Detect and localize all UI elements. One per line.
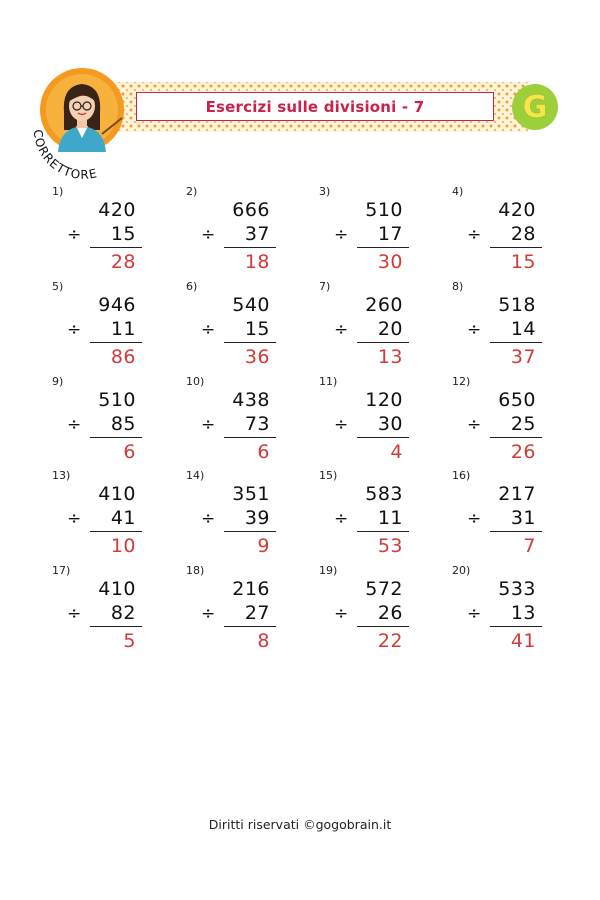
division-sign: ÷	[334, 225, 349, 245]
division-sign: ÷	[334, 415, 349, 435]
divisor: 28	[510, 223, 536, 245]
division-problem	[319, 375, 409, 465]
answer: 5	[123, 630, 136, 652]
result-line	[490, 626, 542, 627]
divisor: 15	[110, 223, 136, 245]
division-problem	[319, 564, 409, 654]
problem-number: 8)	[452, 280, 464, 293]
result-line	[490, 437, 542, 438]
dividend: 510	[365, 199, 403, 221]
dividend: 510	[98, 389, 136, 411]
answer: 4	[390, 441, 403, 463]
dividend: 583	[365, 483, 403, 505]
problem-number: 7)	[319, 280, 331, 293]
problem-number: 3)	[319, 185, 331, 198]
division-sign: ÷	[201, 320, 216, 340]
dividend: 666	[232, 199, 270, 221]
answer: 8	[257, 630, 270, 652]
result-line	[490, 531, 542, 532]
result-line	[90, 531, 142, 532]
division-problem	[186, 185, 276, 275]
division-sign: ÷	[467, 415, 482, 435]
problem-number: 1)	[52, 185, 64, 198]
answer: 10	[110, 535, 136, 557]
division-sign: ÷	[334, 320, 349, 340]
division-problem	[186, 564, 276, 654]
problem-number: 5)	[52, 280, 64, 293]
answer: 36	[244, 346, 270, 368]
answer: 26	[510, 441, 536, 463]
divisor: 27	[244, 602, 270, 624]
division-problem	[52, 185, 142, 275]
division-sign: ÷	[467, 225, 482, 245]
division-problem	[52, 375, 142, 465]
division-problem	[52, 469, 142, 559]
dividend: 410	[98, 483, 136, 505]
answer: 6	[123, 441, 136, 463]
dividend: 216	[232, 578, 270, 600]
answer: 15	[510, 251, 536, 273]
divisor: 39	[244, 507, 270, 529]
result-line	[90, 626, 142, 627]
divisor: 14	[510, 318, 536, 340]
division-sign: ÷	[334, 509, 349, 529]
division-problem	[452, 375, 542, 465]
divisor: 30	[377, 413, 403, 435]
answer: 22	[377, 630, 403, 652]
division-problem	[52, 564, 142, 654]
result-line	[90, 342, 142, 343]
divisor: 82	[110, 602, 136, 624]
result-line	[224, 626, 276, 627]
answer: 7	[523, 535, 536, 557]
division-sign: ÷	[67, 509, 82, 529]
result-line	[224, 437, 276, 438]
division-sign: ÷	[467, 509, 482, 529]
problem-number: 20)	[452, 564, 471, 577]
result-line	[357, 531, 409, 532]
dividend: 572	[365, 578, 403, 600]
problem-number: 16)	[452, 469, 471, 482]
division-problem	[452, 469, 542, 559]
correttore-badge	[20, 60, 150, 180]
problem-number: 11)	[319, 375, 338, 388]
dividend: 420	[498, 199, 536, 221]
result-line	[490, 247, 542, 248]
page-title: Esercizi sulle divisioni - 7	[205, 97, 425, 116]
dividend: 533	[498, 578, 536, 600]
division-sign: ÷	[67, 415, 82, 435]
divisor: 31	[510, 507, 536, 529]
problem-number: 12)	[452, 375, 471, 388]
answer: 53	[377, 535, 403, 557]
answer: 41	[510, 630, 536, 652]
badge-label: CORRETTORE	[30, 128, 99, 180]
divisor: 41	[110, 507, 136, 529]
dividend: 420	[98, 199, 136, 221]
divisor: 15	[244, 318, 270, 340]
dividend: 260	[365, 294, 403, 316]
problem-number: 19)	[319, 564, 338, 577]
division-problem	[186, 469, 276, 559]
answer: 28	[110, 251, 136, 273]
problem-number: 13)	[52, 469, 71, 482]
division-sign: ÷	[67, 320, 82, 340]
svg-text:CORRETTORE	[31, 129, 99, 180]
division-problem	[319, 280, 409, 370]
division-sign: ÷	[201, 225, 216, 245]
division-sign: ÷	[334, 604, 349, 624]
dividend: 438	[232, 389, 270, 411]
result-line	[90, 437, 142, 438]
divisor: 26	[377, 602, 403, 624]
problem-number: 10)	[186, 375, 205, 388]
result-line	[224, 342, 276, 343]
dividend: 518	[498, 294, 536, 316]
answer: 18	[244, 251, 270, 273]
result-line	[357, 626, 409, 627]
division-sign: ÷	[467, 604, 482, 624]
problem-number: 17)	[52, 564, 71, 577]
result-line	[357, 437, 409, 438]
division-problem	[452, 280, 542, 370]
divisor: 11	[110, 318, 136, 340]
division-sign: ÷	[201, 415, 216, 435]
problem-number: 4)	[452, 185, 464, 198]
problem-number: 14)	[186, 469, 205, 482]
division-problem	[319, 469, 409, 559]
result-line	[90, 247, 142, 248]
problem-number: 6)	[186, 280, 198, 293]
answer: 13	[377, 346, 403, 368]
divisor: 25	[510, 413, 536, 435]
divisor: 73	[244, 413, 270, 435]
dividend: 120	[365, 389, 403, 411]
division-problem	[186, 280, 276, 370]
result-line	[357, 247, 409, 248]
division-problem	[52, 280, 142, 370]
division-sign: ÷	[67, 604, 82, 624]
division-problem	[452, 185, 542, 275]
dividend: 217	[498, 483, 536, 505]
division-sign: ÷	[201, 509, 216, 529]
division-problem	[452, 564, 542, 654]
problem-number: 15)	[319, 469, 338, 482]
problem-number: 18)	[186, 564, 205, 577]
answer: 86	[110, 346, 136, 368]
divisor: 17	[377, 223, 403, 245]
dividend: 351	[232, 483, 270, 505]
answer: 9	[257, 535, 270, 557]
copyright-footer: Diritti riservati ©gogobrain.it	[208, 817, 392, 832]
problem-number: 2)	[186, 185, 198, 198]
divisor: 37	[244, 223, 270, 245]
dividend: 650	[498, 389, 536, 411]
gogobrain-logo	[512, 84, 558, 130]
divisor: 11	[377, 507, 403, 529]
answer: 30	[377, 251, 403, 273]
problem-number: 9)	[52, 375, 64, 388]
dividend: 410	[98, 578, 136, 600]
division-problem	[319, 185, 409, 275]
result-line	[490, 342, 542, 343]
division-sign: ÷	[67, 225, 82, 245]
divisor: 85	[110, 413, 136, 435]
title-box	[136, 92, 494, 121]
answer: 6	[257, 441, 270, 463]
logo-letter: G	[522, 89, 548, 125]
result-line	[224, 247, 276, 248]
dividend: 540	[232, 294, 270, 316]
division-sign: ÷	[467, 320, 482, 340]
answer: 37	[510, 346, 536, 368]
division-problem	[186, 375, 276, 465]
divisor: 13	[510, 602, 536, 624]
divisor: 20	[377, 318, 403, 340]
division-sign: ÷	[201, 604, 216, 624]
dividend: 946	[98, 294, 136, 316]
result-line	[357, 342, 409, 343]
result-line	[224, 531, 276, 532]
